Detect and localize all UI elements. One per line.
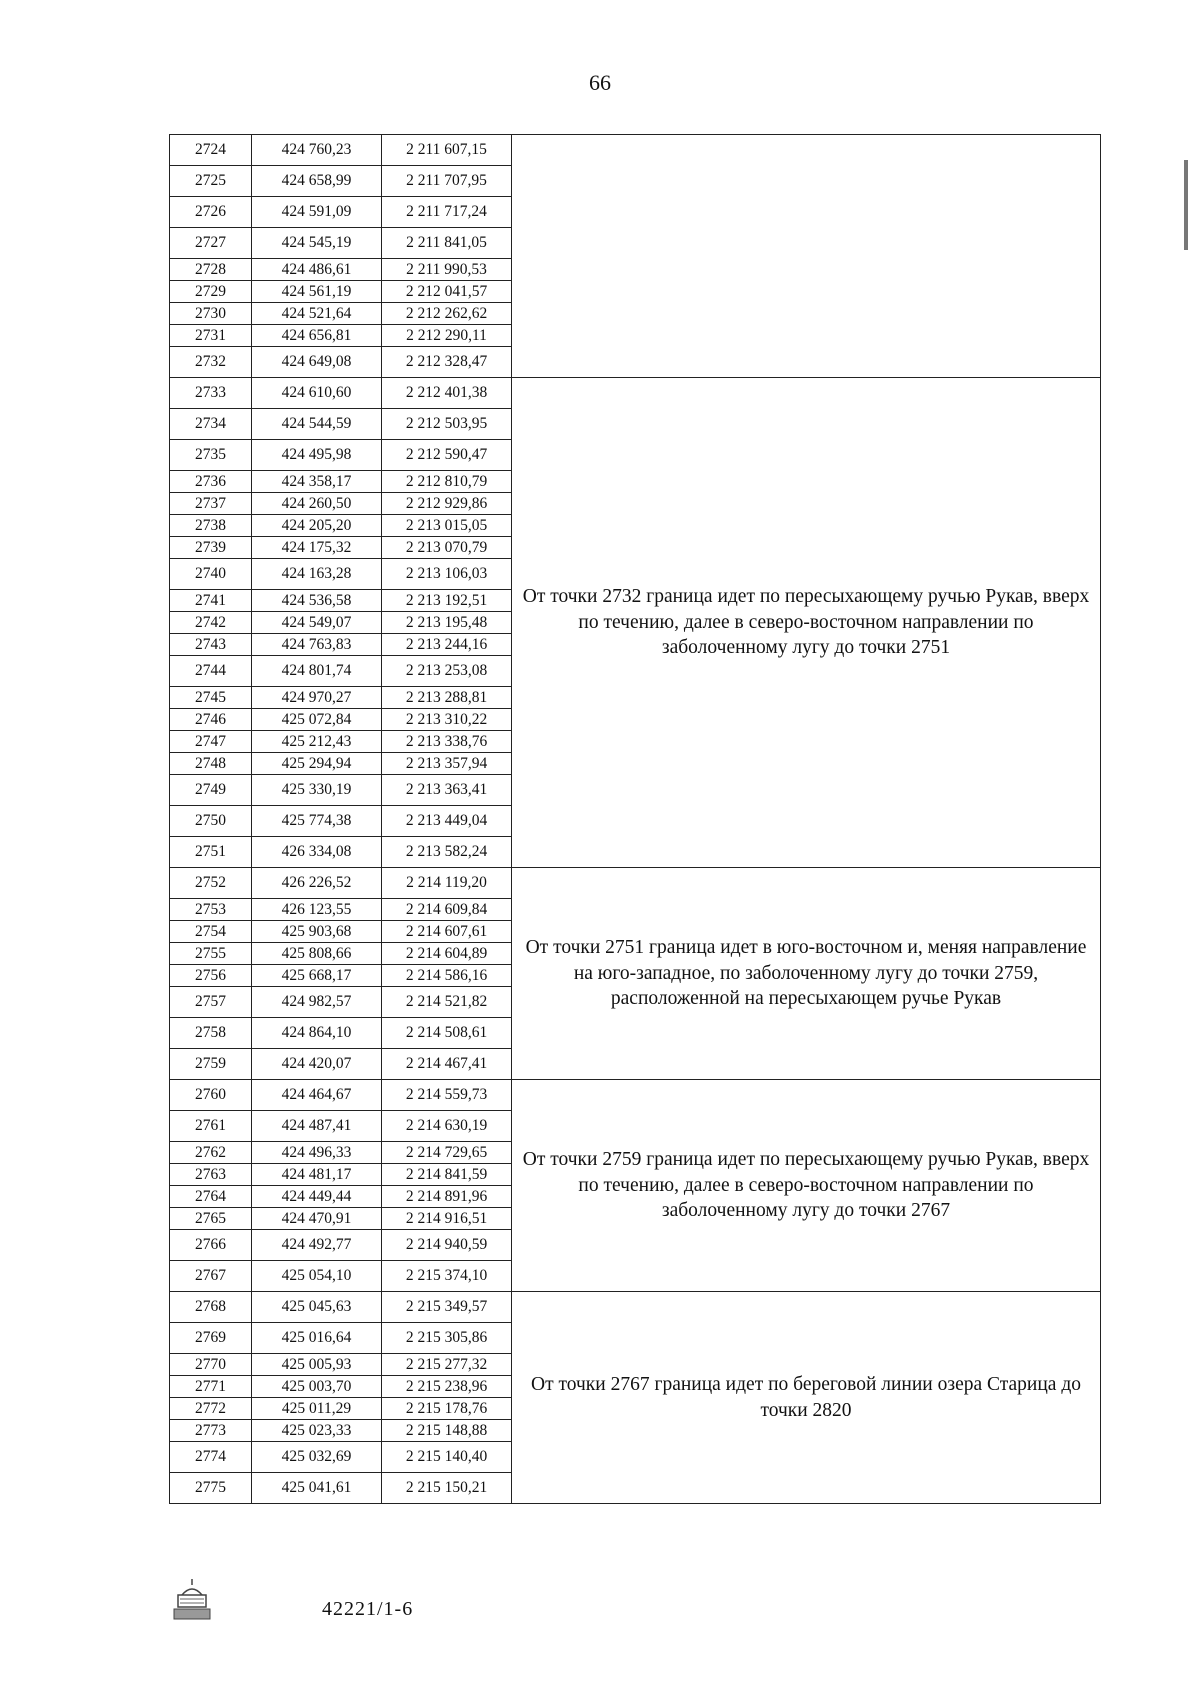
y-coordinate-cell: 2 214 630,19 <box>382 1111 512 1142</box>
point-number-cell: 2759 <box>170 1049 252 1080</box>
point-number-cell: 2747 <box>170 731 252 753</box>
y-coordinate-cell: 2 211 607,15 <box>382 135 512 166</box>
y-coordinate-cell: 2 214 119,20 <box>382 868 512 899</box>
y-coordinate-cell: 2 215 374,10 <box>382 1261 512 1292</box>
x-coordinate-cell: 425 041,61 <box>252 1473 382 1504</box>
y-coordinate-cell: 2 214 940,59 <box>382 1230 512 1261</box>
table-row <box>170 135 1101 166</box>
x-coordinate-cell: 424 481,17 <box>252 1164 382 1186</box>
x-coordinate-cell: 424 470,91 <box>252 1208 382 1230</box>
boundary-description-cell: От точки 2751 граница идет в юго-восточном и, меняя направление на юго-западное, по заболоченному лугу до точки 2759, расположенной на пересыхающем ручье Рукав <box>512 868 1101 1080</box>
point-number-cell: 2731 <box>170 325 252 347</box>
y-coordinate-cell: 2 215 349,57 <box>382 1292 512 1323</box>
publisher-stamp-icon <box>170 1575 214 1625</box>
point-number-cell: 2749 <box>170 775 252 806</box>
x-coordinate-cell: 424 521,64 <box>252 303 382 325</box>
y-coordinate-cell: 2 211 717,24 <box>382 197 512 228</box>
point-number-cell: 2739 <box>170 537 252 559</box>
y-coordinate-cell: 2 213 253,08 <box>382 656 512 687</box>
y-coordinate-cell: 2 213 363,41 <box>382 775 512 806</box>
y-coordinate-cell: 2 214 604,89 <box>382 943 512 965</box>
y-coordinate-cell: 2 213 070,79 <box>382 537 512 559</box>
y-coordinate-cell: 2 214 891,96 <box>382 1186 512 1208</box>
x-coordinate-cell: 424 496,33 <box>252 1142 382 1164</box>
x-coordinate-cell: 424 464,67 <box>252 1080 382 1111</box>
point-number-cell: 2746 <box>170 709 252 731</box>
y-coordinate-cell: 2 214 586,16 <box>382 965 512 987</box>
point-number-cell: 2742 <box>170 612 252 634</box>
point-number-cell: 2767 <box>170 1261 252 1292</box>
point-number-cell: 2750 <box>170 806 252 837</box>
x-coordinate-cell: 425 054,10 <box>252 1261 382 1292</box>
point-number-cell: 2762 <box>170 1142 252 1164</box>
x-coordinate-cell: 425 005,93 <box>252 1354 382 1376</box>
y-coordinate-cell: 2 215 178,76 <box>382 1398 512 1420</box>
x-coordinate-cell: 424 487,41 <box>252 1111 382 1142</box>
y-coordinate-cell: 2 214 508,61 <box>382 1018 512 1049</box>
point-number-cell: 2771 <box>170 1376 252 1398</box>
x-coordinate-cell: 424 658,99 <box>252 166 382 197</box>
point-number-cell: 2761 <box>170 1111 252 1142</box>
point-number-cell: 2753 <box>170 899 252 921</box>
x-coordinate-cell: 424 591,09 <box>252 197 382 228</box>
table-row <box>170 378 1101 409</box>
point-number-cell: 2727 <box>170 228 252 259</box>
y-coordinate-cell: 2 214 729,65 <box>382 1142 512 1164</box>
y-coordinate-cell: 2 213 195,48 <box>382 612 512 634</box>
x-coordinate-cell: 424 260,50 <box>252 493 382 515</box>
x-coordinate-cell: 424 864,10 <box>252 1018 382 1049</box>
y-coordinate-cell: 2 212 590,47 <box>382 440 512 471</box>
point-number-cell: 2751 <box>170 837 252 868</box>
document-code: 42221/1-6 <box>322 1598 414 1620</box>
y-coordinate-cell: 2 215 150,21 <box>382 1473 512 1504</box>
point-number-cell: 2757 <box>170 987 252 1018</box>
x-coordinate-cell: 424 549,07 <box>252 612 382 634</box>
point-number-cell: 2734 <box>170 409 252 440</box>
point-number-cell: 2729 <box>170 281 252 303</box>
y-coordinate-cell: 2 212 810,79 <box>382 471 512 493</box>
y-coordinate-cell: 2 212 328,47 <box>382 347 512 378</box>
x-coordinate-cell: 425 668,17 <box>252 965 382 987</box>
y-coordinate-cell: 2 214 559,73 <box>382 1080 512 1111</box>
point-number-cell: 2754 <box>170 921 252 943</box>
coordinates-table <box>169 134 1101 1504</box>
x-coordinate-cell: 425 808,66 <box>252 943 382 965</box>
x-coordinate-cell: 425 023,33 <box>252 1420 382 1442</box>
boundary-description-cell <box>512 135 1101 378</box>
point-number-cell: 2737 <box>170 493 252 515</box>
y-coordinate-cell: 2 213 582,24 <box>382 837 512 868</box>
x-coordinate-cell: 424 545,19 <box>252 228 382 259</box>
x-coordinate-cell: 424 544,59 <box>252 409 382 440</box>
x-coordinate-cell: 424 420,07 <box>252 1049 382 1080</box>
y-coordinate-cell: 2 215 277,32 <box>382 1354 512 1376</box>
x-coordinate-cell: 424 982,57 <box>252 987 382 1018</box>
y-coordinate-cell: 2 214 841,59 <box>382 1164 512 1186</box>
point-number-cell: 2760 <box>170 1080 252 1111</box>
x-coordinate-cell: 425 003,70 <box>252 1376 382 1398</box>
point-number-cell: 2769 <box>170 1323 252 1354</box>
y-coordinate-cell: 2 213 192,51 <box>382 590 512 612</box>
x-coordinate-cell: 426 226,52 <box>252 868 382 899</box>
point-number-cell: 2768 <box>170 1292 252 1323</box>
point-number-cell: 2758 <box>170 1018 252 1049</box>
point-number-cell: 2738 <box>170 515 252 537</box>
x-coordinate-cell: 424 763,83 <box>252 634 382 656</box>
point-number-cell: 2774 <box>170 1442 252 1473</box>
y-coordinate-cell: 2 212 290,11 <box>382 325 512 347</box>
point-number-cell: 2743 <box>170 634 252 656</box>
y-coordinate-cell: 2 215 305,86 <box>382 1323 512 1354</box>
point-number-cell: 2764 <box>170 1186 252 1208</box>
y-coordinate-cell: 2 214 609,84 <box>382 899 512 921</box>
point-number-cell: 2736 <box>170 471 252 493</box>
y-coordinate-cell: 2 212 041,57 <box>382 281 512 303</box>
x-coordinate-cell: 424 760,23 <box>252 135 382 166</box>
x-coordinate-cell: 424 175,32 <box>252 537 382 559</box>
table-row <box>170 868 1101 899</box>
y-coordinate-cell: 2 214 607,61 <box>382 921 512 943</box>
y-coordinate-cell: 2 212 401,38 <box>382 378 512 409</box>
point-number-cell: 2735 <box>170 440 252 471</box>
y-coordinate-cell: 2 214 467,41 <box>382 1049 512 1080</box>
point-number-cell: 2775 <box>170 1473 252 1504</box>
y-coordinate-cell: 2 214 521,82 <box>382 987 512 1018</box>
table-row <box>170 1080 1101 1111</box>
y-coordinate-cell: 2 213 106,03 <box>382 559 512 590</box>
x-coordinate-cell: 425 294,94 <box>252 753 382 775</box>
scan-margin-mark <box>1184 160 1188 250</box>
y-coordinate-cell: 2 213 338,76 <box>382 731 512 753</box>
x-coordinate-cell: 424 492,77 <box>252 1230 382 1261</box>
x-coordinate-cell: 424 801,74 <box>252 656 382 687</box>
x-coordinate-cell: 425 032,69 <box>252 1442 382 1473</box>
boundary-description-cell: От точки 2759 граница идет по пересыхающему ручью Рукав, вверх по течению, далее в северо-восточном направлении по заболоченному лугу до точки 2767 <box>512 1080 1101 1292</box>
point-number-cell: 2748 <box>170 753 252 775</box>
x-coordinate-cell: 424 656,81 <box>252 325 382 347</box>
x-coordinate-cell: 425 903,68 <box>252 921 382 943</box>
y-coordinate-cell: 2 215 238,96 <box>382 1376 512 1398</box>
x-coordinate-cell: 425 774,38 <box>252 806 382 837</box>
point-number-cell: 2770 <box>170 1354 252 1376</box>
x-coordinate-cell: 424 970,27 <box>252 687 382 709</box>
x-coordinate-cell: 424 649,08 <box>252 347 382 378</box>
y-coordinate-cell: 2 213 244,16 <box>382 634 512 656</box>
point-number-cell: 2728 <box>170 259 252 281</box>
x-coordinate-cell: 425 045,63 <box>252 1292 382 1323</box>
x-coordinate-cell: 424 486,61 <box>252 259 382 281</box>
point-number-cell: 2766 <box>170 1230 252 1261</box>
x-coordinate-cell: 424 163,28 <box>252 559 382 590</box>
x-coordinate-cell: 424 449,44 <box>252 1186 382 1208</box>
y-coordinate-cell: 2 213 015,05 <box>382 515 512 537</box>
point-number-cell: 2740 <box>170 559 252 590</box>
y-coordinate-cell: 2 213 310,22 <box>382 709 512 731</box>
table-row <box>170 1292 1101 1323</box>
point-number-cell: 2725 <box>170 166 252 197</box>
x-coordinate-cell: 424 610,60 <box>252 378 382 409</box>
x-coordinate-cell: 425 011,29 <box>252 1398 382 1420</box>
y-coordinate-cell: 2 212 262,62 <box>382 303 512 325</box>
y-coordinate-cell: 2 213 288,81 <box>382 687 512 709</box>
x-coordinate-cell: 426 123,55 <box>252 899 382 921</box>
page-number: 66 <box>589 70 611 95</box>
x-coordinate-cell: 424 495,98 <box>252 440 382 471</box>
point-number-cell: 2773 <box>170 1420 252 1442</box>
y-coordinate-cell: 2 213 449,04 <box>382 806 512 837</box>
point-number-cell: 2724 <box>170 135 252 166</box>
y-coordinate-cell: 2 214 916,51 <box>382 1208 512 1230</box>
x-coordinate-cell: 425 016,64 <box>252 1323 382 1354</box>
point-number-cell: 2772 <box>170 1398 252 1420</box>
point-number-cell: 2730 <box>170 303 252 325</box>
boundary-description-cell: От точки 2732 граница идет по пересыхающему ручью Рукав, вверх по течению, далее в северо-восточном направлении по заболоченному лугу до точки 2751 <box>512 378 1101 868</box>
y-coordinate-cell: 2 215 140,40 <box>382 1442 512 1473</box>
y-coordinate-cell: 2 212 929,86 <box>382 493 512 515</box>
x-coordinate-cell: 424 561,19 <box>252 281 382 303</box>
point-number-cell: 2741 <box>170 590 252 612</box>
y-coordinate-cell: 2 211 841,05 <box>382 228 512 259</box>
point-number-cell: 2745 <box>170 687 252 709</box>
boundary-description-cell: От точки 2767 граница идет по береговой линии озера Старица до точки 2820 <box>512 1292 1101 1504</box>
point-number-cell: 2755 <box>170 943 252 965</box>
y-coordinate-cell: 2 211 990,53 <box>382 259 512 281</box>
point-number-cell: 2756 <box>170 965 252 987</box>
x-coordinate-cell: 425 330,19 <box>252 775 382 806</box>
x-coordinate-cell: 425 212,43 <box>252 731 382 753</box>
point-number-cell: 2732 <box>170 347 252 378</box>
x-coordinate-cell: 425 072,84 <box>252 709 382 731</box>
y-coordinate-cell: 2 212 503,95 <box>382 409 512 440</box>
point-number-cell: 2763 <box>170 1164 252 1186</box>
point-number-cell: 2726 <box>170 197 252 228</box>
point-number-cell: 2744 <box>170 656 252 687</box>
point-number-cell: 2765 <box>170 1208 252 1230</box>
x-coordinate-cell: 424 536,58 <box>252 590 382 612</box>
point-number-cell: 2752 <box>170 868 252 899</box>
x-coordinate-cell: 424 205,20 <box>252 515 382 537</box>
y-coordinate-cell: 2 211 707,95 <box>382 166 512 197</box>
y-coordinate-cell: 2 215 148,88 <box>382 1420 512 1442</box>
point-number-cell: 2733 <box>170 378 252 409</box>
x-coordinate-cell: 426 334,08 <box>252 837 382 868</box>
y-coordinate-cell: 2 213 357,94 <box>382 753 512 775</box>
x-coordinate-cell: 424 358,17 <box>252 471 382 493</box>
table-body <box>170 135 1101 1504</box>
